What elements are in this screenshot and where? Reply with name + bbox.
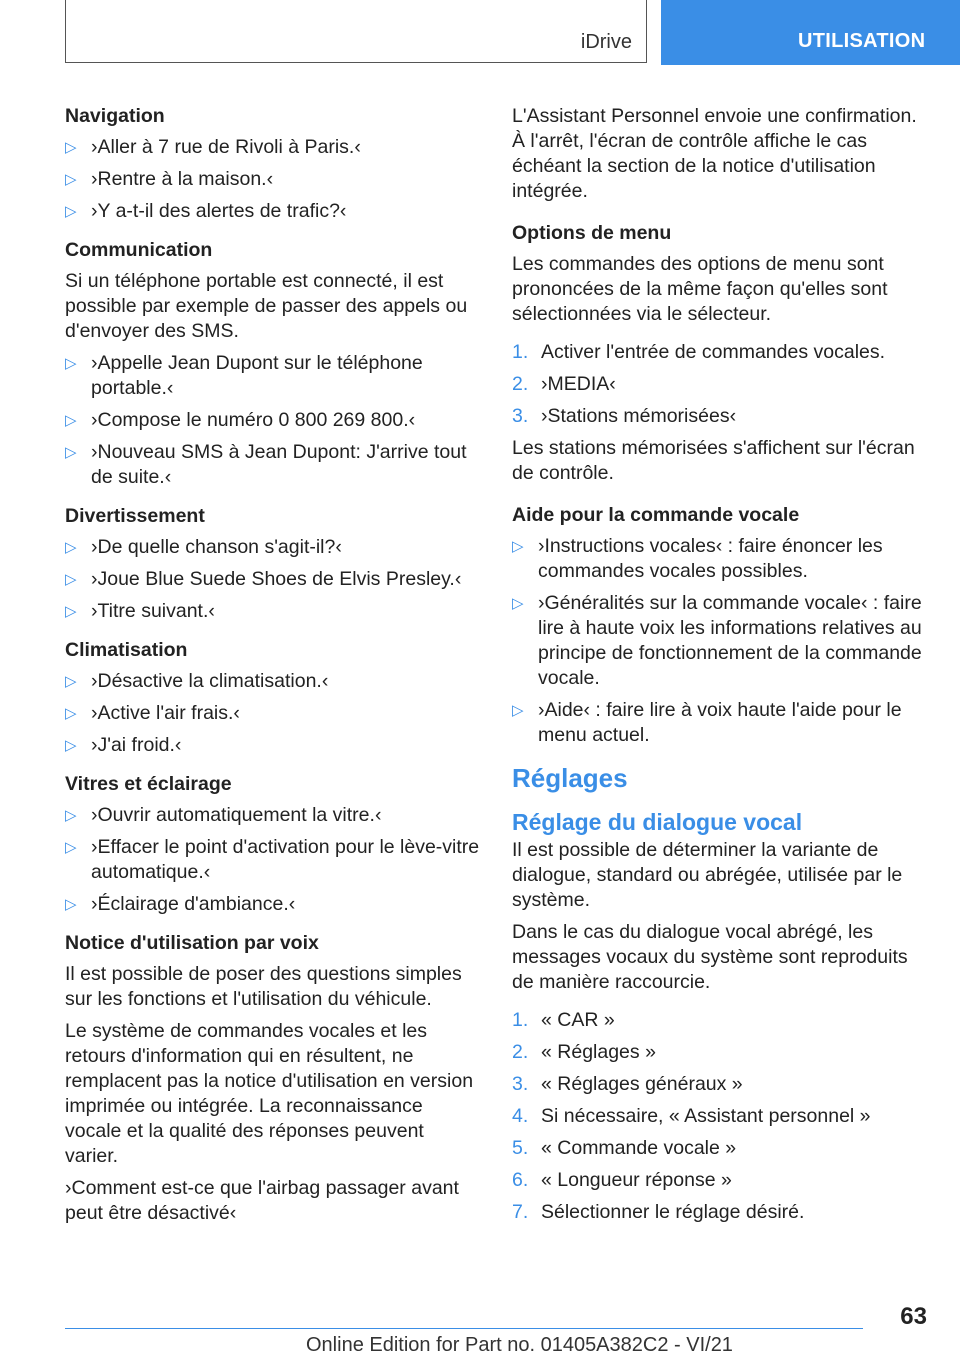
list-item: ▷ ›Ouvrir automatiquement la vitre.‹	[65, 804, 382, 826]
triangle-bullet-icon: ▷	[65, 603, 77, 620]
paragraph: Si un téléphone portable est connecté, il est possible par exemple de passer des appels ou d'envoyer des SMS.	[65, 270, 468, 342]
list-item: 7. Sélectionner le réglage désiré.	[512, 1201, 805, 1223]
list-item: ▷ ›Aide‹ : faire lire à voix haute l'aide pour le menu actuel.	[512, 699, 902, 746]
paragraph: Les stations mémorisées s'affichent sur l'écran de contrôle.	[512, 437, 915, 484]
list-item: 3. ›Stations mémorisées‹	[512, 405, 737, 427]
triangle-bullet-icon: ▷	[65, 139, 77, 156]
paragraph: Les commandes des options de menu sont prononcées de la même façon qu'elles sont sélectionnées via le sélecteur.	[512, 253, 888, 325]
header-section-label: iDrive	[580, 31, 632, 53]
triangle-bullet-icon: ▷	[65, 737, 77, 754]
list-item: 2. « Réglages »	[512, 1041, 656, 1063]
list-item: 5. « Commande vocale »	[512, 1137, 737, 1159]
triangle-bullet-icon: ▷	[65, 171, 77, 188]
triangle-bullet-icon: ▷	[65, 571, 77, 588]
footer-rule	[65, 1328, 863, 1329]
list-item: ▷ ›Instructions vocales‹ : faire énoncer les commandes vocales possibles.	[512, 535, 883, 582]
list-item: ▷ ›Généralités sur la commande vocale‹ : faire lire à haute voix les informations relatives au principe de fonctionnement de la commande vocale.	[512, 592, 922, 689]
triangle-bullet-icon: ▷	[65, 203, 77, 220]
subsection-title: Réglage du dialogue vocal	[512, 809, 803, 835]
list-navigation	[65, 135, 480, 224]
steps-reglages	[512, 1008, 932, 1225]
paragraph: Il est possible de déterminer la variante de dialogue, standard ou abrégée, utilisée par le système.	[512, 839, 903, 911]
heading-divertissement: Divertissement	[65, 505, 205, 527]
list-item: 3. « Réglages généraux »	[512, 1073, 743, 1095]
paragraph: Dans le cas du dialogue vocal abrégé, les messages vocaux du système sont reproduits de manière raccourcie.	[512, 921, 908, 993]
header-chapter-label: UTILISATION	[798, 30, 926, 52]
list-climatisation	[65, 669, 480, 758]
paragraph: ›Comment est-ce que l'airbag passager avant peut être désactivé‹	[65, 1177, 459, 1224]
list-item: ▷ ›J'ai froid.‹	[65, 734, 182, 756]
list-aide	[512, 534, 932, 748]
paragraph: L'Assistant Personnel envoie une confirmation. À l'arrêt, l'écran de contrôle affiche le cas échéant la section de la notice d'utilisation intégrée.	[512, 105, 917, 202]
list-item: ▷ ›Aller à 7 rue de Rivoli à Paris.‹	[65, 136, 361, 158]
section-title: Réglages	[512, 763, 628, 793]
triangle-bullet-icon: ▷	[65, 444, 77, 461]
list-item: ▷ ›Appelle Jean Dupont sur le téléphone portable.‹	[65, 352, 423, 399]
left-column	[65, 104, 480, 1233]
header-chapter-tab	[661, 0, 960, 65]
triangle-bullet-icon: ▷	[65, 412, 77, 429]
list-item: ▷ ›Nouveau SMS à Jean Dupont: J'arrive tout de suite.‹	[65, 441, 467, 488]
list-item: ▷ ›De quelle chanson s'agit-il?‹	[65, 536, 342, 558]
triangle-bullet-icon: ▷	[65, 673, 77, 690]
list-divertissement	[65, 535, 480, 624]
triangle-bullet-icon: ▷	[65, 896, 77, 913]
list-communication	[65, 351, 480, 490]
triangle-bullet-icon: ▷	[512, 595, 524, 612]
heading-vitres: Vitres et éclairage	[65, 773, 232, 795]
triangle-bullet-icon: ▷	[65, 839, 77, 856]
list-item: 2. ›MEDIA‹	[512, 373, 616, 395]
triangle-bullet-icon: ▷	[512, 702, 524, 719]
heading-climatisation: Climatisation	[65, 639, 188, 661]
triangle-bullet-icon: ▷	[65, 355, 77, 372]
paragraph: Il est possible de poser des questions simples sur les fonctions et l'utilisation du véhicule.	[65, 963, 462, 1010]
list-item: 6. « Longueur réponse »	[512, 1169, 732, 1191]
list-item: ▷ ›Active l'air frais.‹	[65, 702, 240, 724]
list-item: 1. « CAR »	[512, 1009, 615, 1031]
heading-aide: Aide pour la commande vocale	[512, 504, 800, 526]
heading-options: Options de menu	[512, 222, 672, 244]
paragraph: Le système de commandes vocales et les retours d'information qui en résultent, ne remplacent pas la notice d'utilisation en version imprimée ou intégrée. La reconnaissance vocale et la qualité des réponses peuvent varier.	[65, 1020, 474, 1167]
heading-notice: Notice d'utilisation par voix	[65, 932, 319, 954]
triangle-bullet-icon: ▷	[65, 539, 77, 556]
page-number: 63	[900, 1303, 927, 1330]
heading-communication: Communication	[65, 239, 213, 261]
triangle-bullet-icon: ▷	[65, 807, 77, 824]
list-item: ▷ ›Éclairage d'ambiance.‹	[65, 893, 296, 915]
triangle-bullet-icon: ▷	[512, 538, 524, 555]
heading-navigation: Navigation	[65, 105, 165, 127]
footer-edition: Online Edition for Part no. 01405A382C2 - VI/21	[306, 1334, 733, 1356]
list-item: 1. Activer l'entrée de commandes vocales.	[512, 341, 886, 363]
list-item: ▷ ›Rentre à la maison.‹	[65, 168, 274, 190]
list-item: ▷ ›Titre suivant.‹	[65, 600, 215, 622]
list-item: ▷ ›Y a-t-il des alertes de trafic?‹	[65, 200, 347, 222]
list-item: ▷ ›Compose le numéro 0 800 269 800.‹	[65, 409, 416, 431]
triangle-bullet-icon: ▷	[65, 705, 77, 722]
list-item: ▷ ›Effacer le point d'activation pour le lève-vitre automatique.‹	[65, 836, 480, 883]
right-column	[512, 104, 932, 1232]
list-vitres	[65, 803, 480, 917]
steps-options	[512, 340, 932, 429]
list-item: 4. Si nécessaire, « Assistant personnel »	[512, 1105, 871, 1127]
header-section-box	[65, 0, 647, 63]
list-item: ▷ ›Joue Blue Suede Shoes de Elvis Presley.‹	[65, 568, 462, 590]
list-item: ▷ ›Désactive la climatisation.‹	[65, 670, 329, 692]
